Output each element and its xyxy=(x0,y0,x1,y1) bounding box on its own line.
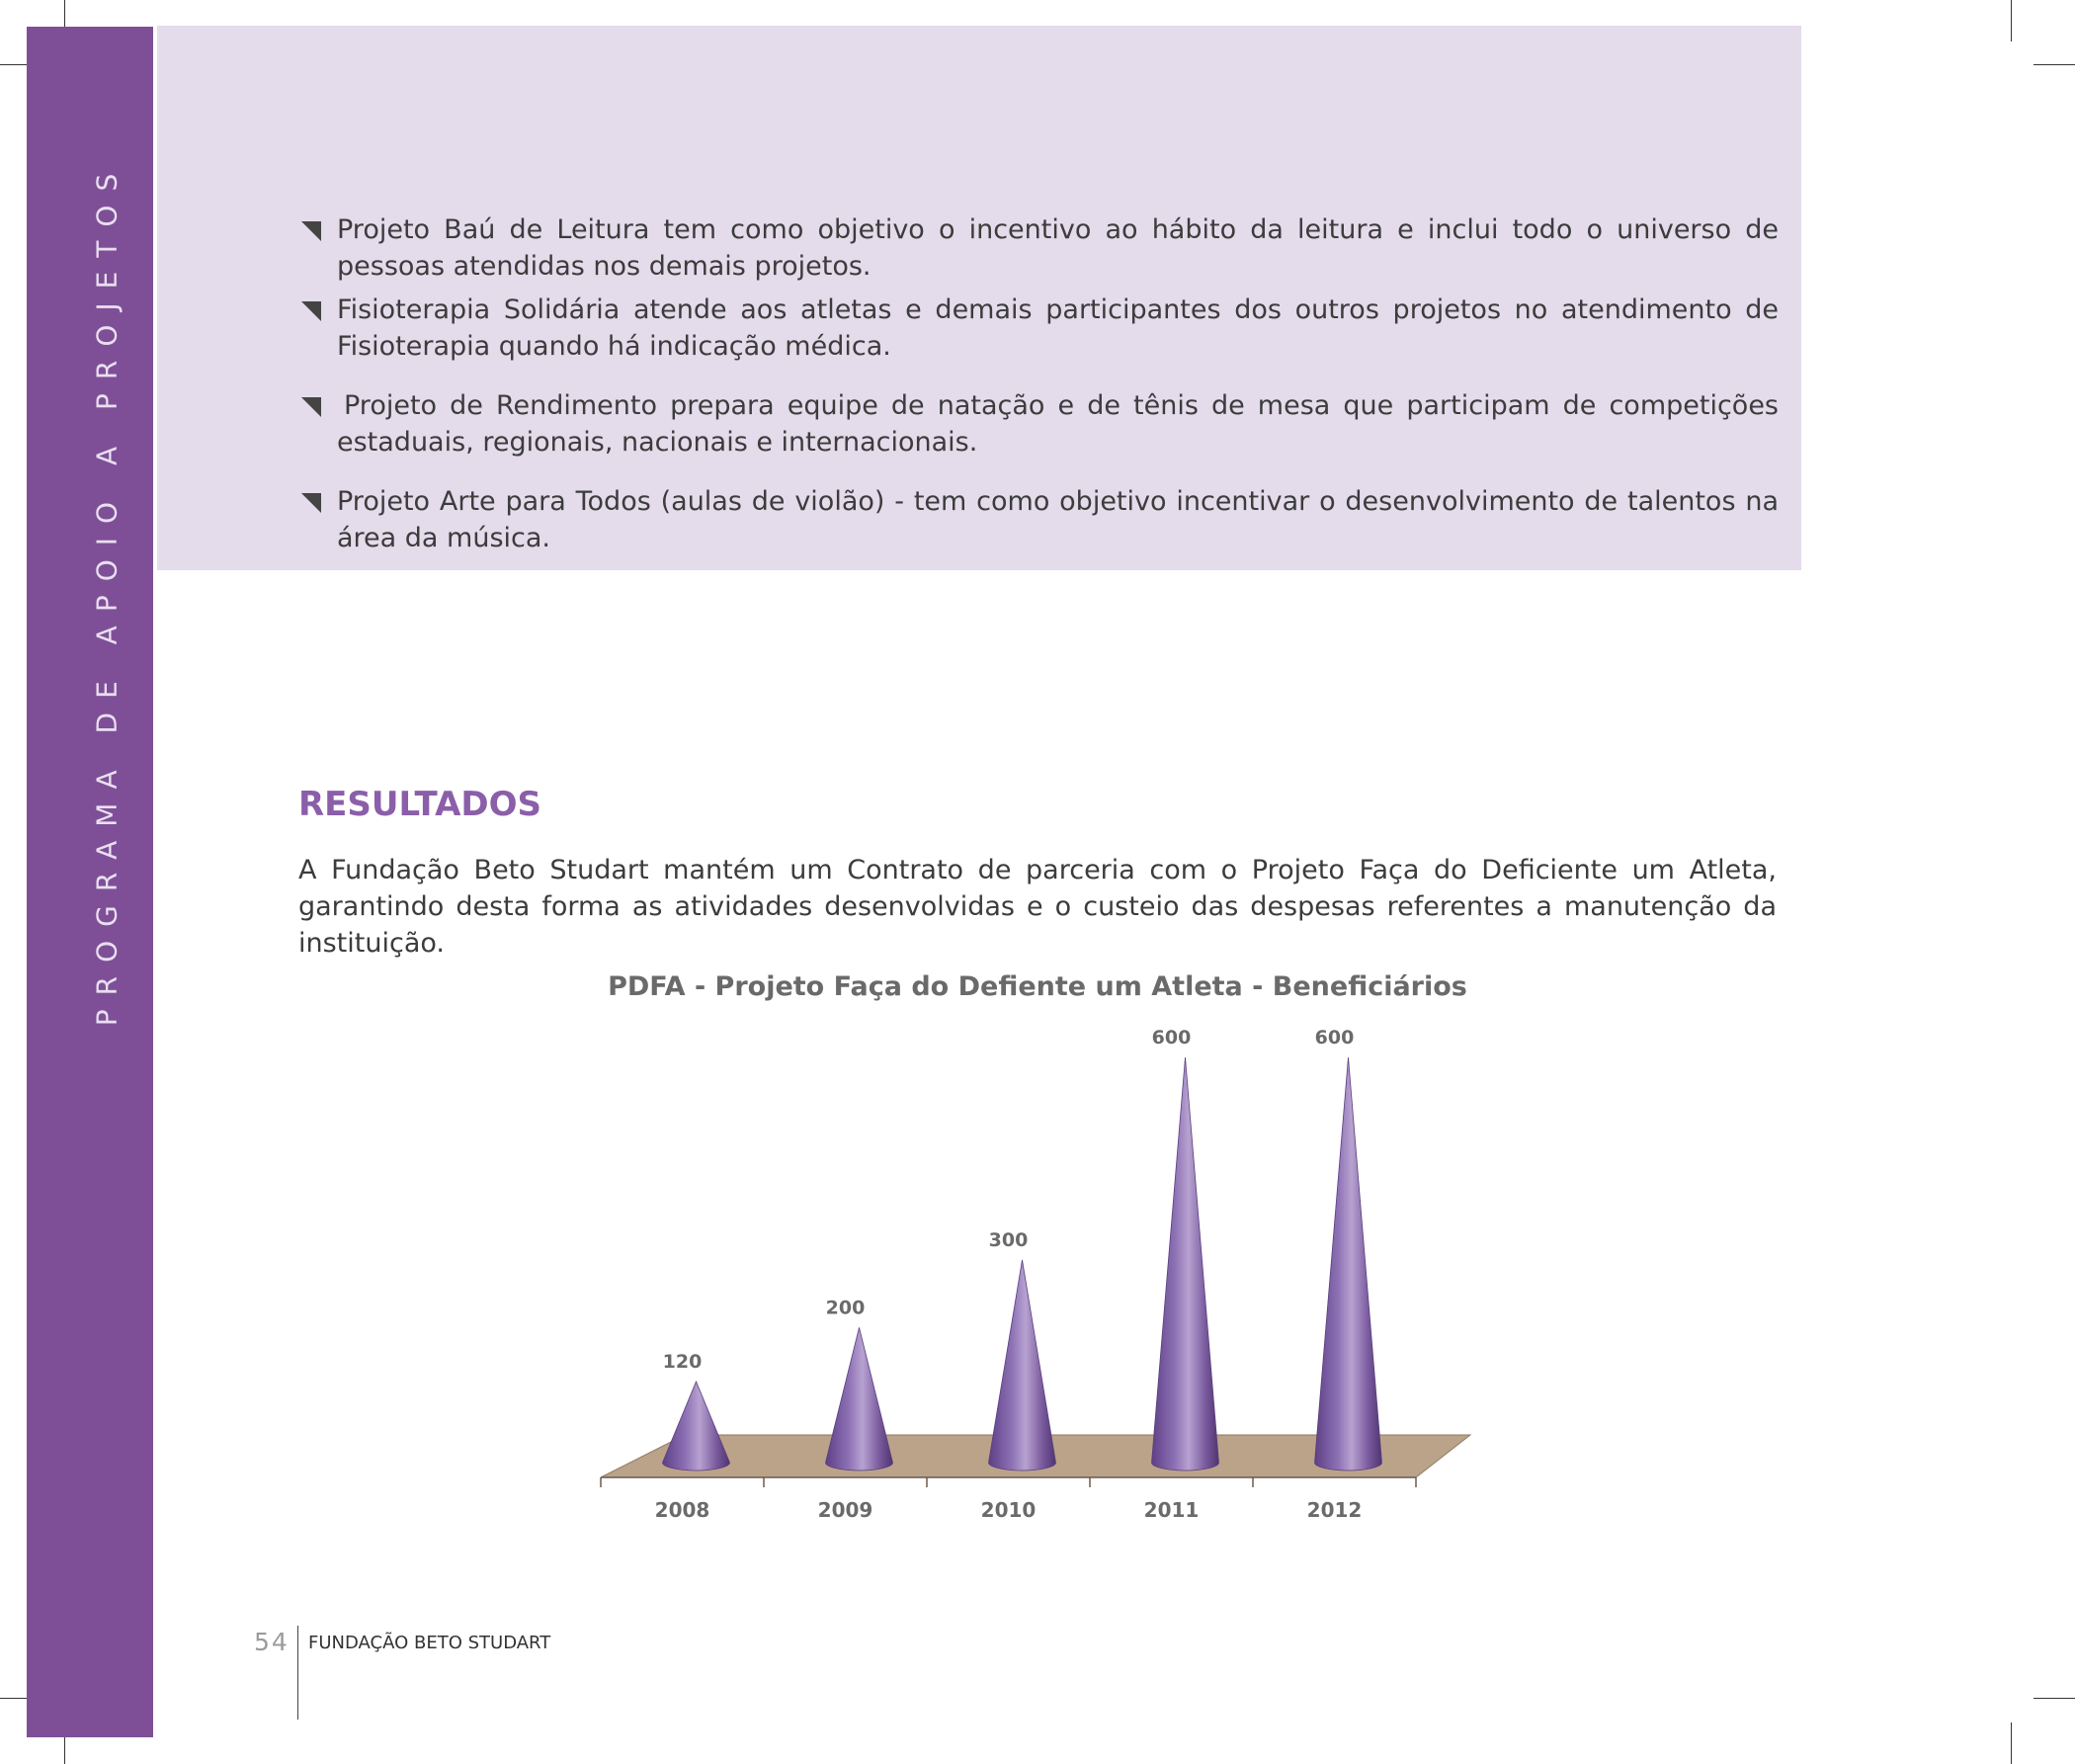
list-item-text: Fisioterapia Solidária atende aos atletas e demais participantes dos outros projetos no atendimento de Fisioterapia quando há indicação médica. xyxy=(337,294,1779,362)
chart-category-label: 2012 xyxy=(1306,1498,1363,1522)
chart-ticks xyxy=(601,1477,1416,1487)
list-item-text: Projeto de Rendimento prepara equipe de natação e de tênis de mesa que participam de competições estaduais, regionais, nacionais e internacionais. xyxy=(337,390,1779,458)
cone-chart xyxy=(583,1028,1502,1542)
list-item xyxy=(301,293,1779,365)
footer-divider xyxy=(297,1626,298,1720)
list-item-text: Projeto Baú de Leitura tem como objetivo o incentivo ao hábito da leitura e inclui todo o universo de pessoas atendidas nos demais projetos. xyxy=(337,214,1779,282)
chart-cone xyxy=(989,1260,1056,1470)
crop-mark xyxy=(2011,0,2012,42)
projects-list xyxy=(301,212,1779,556)
chart-axis-labels xyxy=(655,1498,1363,1522)
section-title-text: PROGRAMA DE APOIO A PROJETOS xyxy=(90,159,124,1027)
chart-value-label: 600 xyxy=(1314,1028,1355,1049)
list-item xyxy=(301,484,1779,556)
list-item-text: Projeto Arte para Todos (aulas de violão) - tem como objetivo incentivar o desenvolvimento de talentos na área da música. xyxy=(337,486,1779,553)
chart-value-labels xyxy=(663,1028,1355,1373)
crop-mark xyxy=(2034,64,2075,65)
bullet-triangle-icon xyxy=(301,221,321,241)
bullet-triangle-icon xyxy=(301,397,321,417)
page-number: 54 xyxy=(254,1628,290,1656)
chart-category-label: 2008 xyxy=(654,1498,710,1522)
chart-cone xyxy=(1315,1057,1382,1470)
chart-value-label: 120 xyxy=(662,1351,703,1373)
chart-value-label: 200 xyxy=(825,1297,866,1319)
chart-cone xyxy=(663,1382,730,1470)
chart-category-label: 2010 xyxy=(980,1498,1037,1522)
list-item xyxy=(301,388,1779,461)
chart-category-label: 2011 xyxy=(1143,1498,1200,1522)
crop-mark xyxy=(2034,1698,2075,1699)
results-heading: RESULTADOS xyxy=(298,785,542,824)
results-paragraph: A Fundação Beto Studart mantém um Contrato de parceria com o Projeto Faça do Deficiente um Atleta, garantindo desta forma as atividades desenvolvidas e o custeio das despesas referentes a manutenção da instituição. xyxy=(298,855,1777,959)
chart-value-label: 600 xyxy=(1151,1028,1192,1049)
chart-cone xyxy=(826,1327,893,1470)
chart-value-label: 300 xyxy=(988,1229,1029,1251)
bullet-triangle-icon xyxy=(301,301,321,321)
chart-cones xyxy=(663,1057,1382,1470)
chart-cone xyxy=(1152,1057,1219,1470)
crop-mark xyxy=(2011,1722,2012,1764)
chart-category-label: 2009 xyxy=(817,1498,873,1522)
footer-organization: FUNDAÇÃO BETO STUDART xyxy=(308,1633,551,1653)
bullet-triangle-icon xyxy=(301,493,321,513)
list-item xyxy=(301,212,1779,285)
chart-title: PDFA - Projeto Faça do Defiente um Atleta - Beneficiários xyxy=(608,971,1467,1002)
